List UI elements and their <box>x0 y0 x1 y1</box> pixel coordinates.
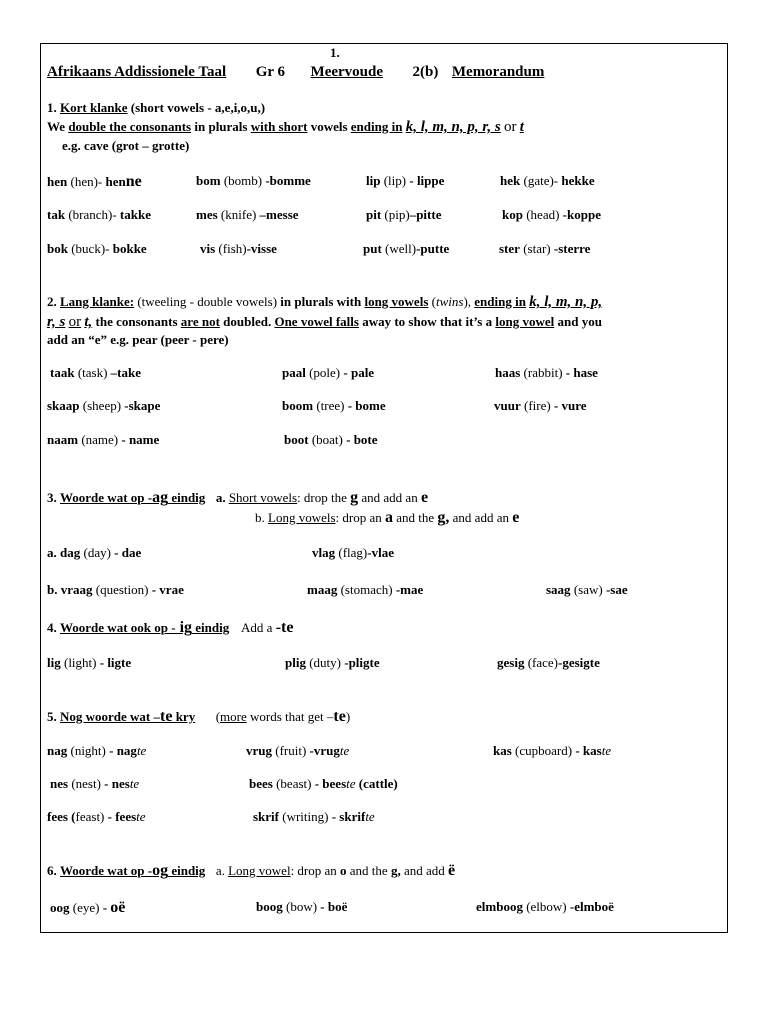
rule-text: and add <box>403 863 445 878</box>
section-6-heading <box>47 862 455 880</box>
section-number: 2. <box>47 294 57 309</box>
rule-text: : drop an <box>290 863 337 878</box>
rule-label: a. <box>215 490 226 505</box>
word-entry: vrug (fruit) -vrugte <box>246 743 350 758</box>
rule-text: are not <box>180 314 220 329</box>
rule-text: and add an <box>361 490 418 505</box>
word-row <box>0 809 768 827</box>
word-entry: elmboog (elbow) -elmboë <box>476 899 614 914</box>
word-row <box>0 582 768 600</box>
word-entry: bees (beast) - beeste (cattle) <box>249 776 398 791</box>
rule-letters: r, s <box>47 314 66 330</box>
rule-text: in plurals with <box>280 294 362 309</box>
rule-letters: t <box>519 119 524 135</box>
word-entry: vis (fish)-visse <box>200 241 277 256</box>
word-entry: lip (lip) - lippe <box>366 173 445 188</box>
section-number: 1. <box>47 100 57 115</box>
word-row <box>0 241 768 259</box>
rule-letter: e <box>420 489 429 506</box>
word-entry: hen (hen)- henne <box>47 173 142 190</box>
word-row <box>0 655 768 673</box>
word-row <box>0 207 768 225</box>
word-row <box>0 173 768 191</box>
word-row <box>0 365 768 383</box>
word-entry: taak (task) –take <box>50 365 142 380</box>
section-number: 3. <box>47 490 57 505</box>
section-title: Nog woorde wat –te kry <box>60 708 196 725</box>
word-entry: gesig (face)-gesigte <box>497 655 600 670</box>
rule-text: : drop an <box>335 510 382 525</box>
word-entry: vuur (fire) - vure <box>494 398 587 413</box>
word-entry: tak (branch)- takke <box>47 207 151 222</box>
word-row <box>0 545 768 563</box>
word-row <box>0 432 768 450</box>
section-5-heading: 5. Nog woorde wat –te kry (more words that get –te) <box>47 708 351 725</box>
rule-text: double the consonants <box>68 119 192 134</box>
rule-label: b. <box>255 510 265 525</box>
word-entry: fees (feast) - feeste <box>47 809 146 824</box>
word-entry: vlag (flag)-vlae <box>312 545 394 560</box>
word-entry: boom (tree) - bome <box>282 398 386 413</box>
word-entry: a. dag (day) - dae <box>47 545 142 560</box>
rule-text: We <box>47 119 66 134</box>
word-entry: maag (stomach) -mae <box>307 582 424 597</box>
word-entry: bok (buck)- bokke <box>47 241 147 256</box>
word-row <box>0 743 768 761</box>
word-entry: oog (eye) - oë <box>50 899 126 916</box>
rule-label: a. <box>215 863 225 878</box>
section-2-line-2 <box>47 314 602 331</box>
rule-letter: o <box>340 863 347 878</box>
rule-text: twins <box>435 294 464 309</box>
rule-text: the consonants <box>95 314 178 329</box>
page-number: 1. <box>330 45 340 60</box>
word-row <box>0 398 768 416</box>
word-entry: naam (name) - name <box>47 432 160 447</box>
header-grade: Gr 6 <box>255 64 286 80</box>
word-entry: haas (rabbit) - hase <box>495 365 598 380</box>
word-entry: kas (cupboard) - kaste <box>493 743 612 758</box>
rule-letter: -te <box>275 619 294 636</box>
rule-text: and the <box>349 863 388 878</box>
section-2-line-3: add an “e” e.g. pear (peer - pere) <box>47 332 229 347</box>
word-entry: ster (star) -sterre <box>499 241 591 256</box>
section-1-example: e.g. cave (grot – grotte) <box>62 138 190 153</box>
section-1-rule <box>47 119 524 136</box>
rule-text: or <box>503 119 517 135</box>
word-entry: nes (nest) - neste <box>50 776 140 791</box>
word-entry: saag (saw) -sae <box>546 582 628 597</box>
word-row <box>0 776 768 794</box>
word-entry: skrif (writing) - skrifte <box>253 809 375 824</box>
section-title: Woorde wat op -ag eindig <box>60 489 206 506</box>
header-section: 2(b) <box>412 64 439 80</box>
rule-text: or <box>68 314 82 330</box>
section-3-rule-b <box>255 509 519 527</box>
rule-text: and you <box>557 314 602 329</box>
word-entry: bom (bomb) -bomme <box>196 173 311 188</box>
section-3-heading <box>47 489 428 507</box>
word-entry: lig (light) - ligte <box>47 655 132 670</box>
rule-letters: k, l, m, n, p, <box>529 294 603 310</box>
rule-text: ending in <box>474 294 526 309</box>
word-entry: paal (pole) - pale <box>282 365 375 380</box>
page-header <box>47 64 544 81</box>
word-entry: pit (pip)–pitte <box>366 207 442 222</box>
rule-text: Long vowels <box>268 510 336 525</box>
section-number: 6. <box>47 863 57 878</box>
word-row <box>0 899 768 917</box>
word-entry: nag (night) - nagte <box>47 743 147 758</box>
word-entry: skaap (sheep) -skape <box>47 398 161 413</box>
word-entry: kop (head) -koppe <box>502 207 601 222</box>
rule-letter: te <box>333 708 346 725</box>
rule-letters: t, <box>84 314 93 330</box>
rule-letter: ë <box>447 862 456 879</box>
section-note: (short vowels - a,e,i,o,u,) <box>130 100 266 115</box>
rule-letter: g, <box>390 863 401 878</box>
word-entry: boot (boat) - bote <box>284 432 378 447</box>
rule-text: doubled. <box>223 314 272 329</box>
rule-text: and the <box>396 510 435 525</box>
word-entry: hek (gate)- hekke <box>500 173 595 188</box>
header-topic: Meervoude <box>310 64 384 80</box>
rule-text: Long vowel <box>228 863 291 878</box>
header-subject: Afrikaans Addissionele Taal <box>47 64 227 80</box>
section-4-heading <box>47 619 293 637</box>
word-entry: mes (knife) –messe <box>196 207 299 222</box>
section-title: Woorde wat ook op - ig eindig <box>60 619 230 636</box>
section-title: Kort klanke <box>60 100 128 115</box>
rule-text: long vowel <box>495 314 555 329</box>
section-title: Lang klanke: <box>60 294 135 309</box>
rule-letter: g, <box>437 509 450 526</box>
word-entry: plig (duty) -pligte <box>285 655 380 670</box>
word-entry: b. vraag (question) - vrae <box>47 582 184 597</box>
rule-text: words that get – <box>250 709 334 724</box>
rule-text: more <box>220 709 247 724</box>
rule-text: Short vowels <box>228 490 298 505</box>
rule-text: and add an <box>452 510 509 525</box>
rule-text: One vowel falls <box>274 314 359 329</box>
rule-text: long vowels <box>364 294 429 309</box>
rule-letter: e <box>512 509 520 526</box>
word-entry: boog (bow) - boë <box>256 899 348 914</box>
section-number: 5. <box>47 709 57 724</box>
rule-text: away to show that it’s a <box>362 314 493 329</box>
word-entry: put (well)-putte <box>363 241 450 256</box>
rule-letter: a <box>385 509 393 526</box>
rule-letter: g <box>350 489 359 506</box>
section-title: Woorde wat op -og eindig <box>60 862 206 879</box>
rule-letters: k, l, m, n, p, r, s <box>405 119 501 135</box>
section-number: 4. <box>47 620 57 635</box>
section-2-line-1: 2. Lang klanke: (tweeling - double vowels) in plurals with long vowels (twins), ending in k, l, m, n, p, <box>47 294 603 310</box>
header-doc-type: Memorandum <box>451 64 545 80</box>
rule-text: with short <box>250 119 308 134</box>
rule-text: : drop the <box>297 490 347 505</box>
rule-text: (tweeling - double vowels) <box>137 294 278 309</box>
section-1-heading <box>47 100 265 116</box>
rule-text: ending in <box>350 119 403 134</box>
rule-text: vowels <box>310 119 348 134</box>
rule-text: in plurals <box>194 119 248 134</box>
rule-text: Add a <box>241 620 273 635</box>
